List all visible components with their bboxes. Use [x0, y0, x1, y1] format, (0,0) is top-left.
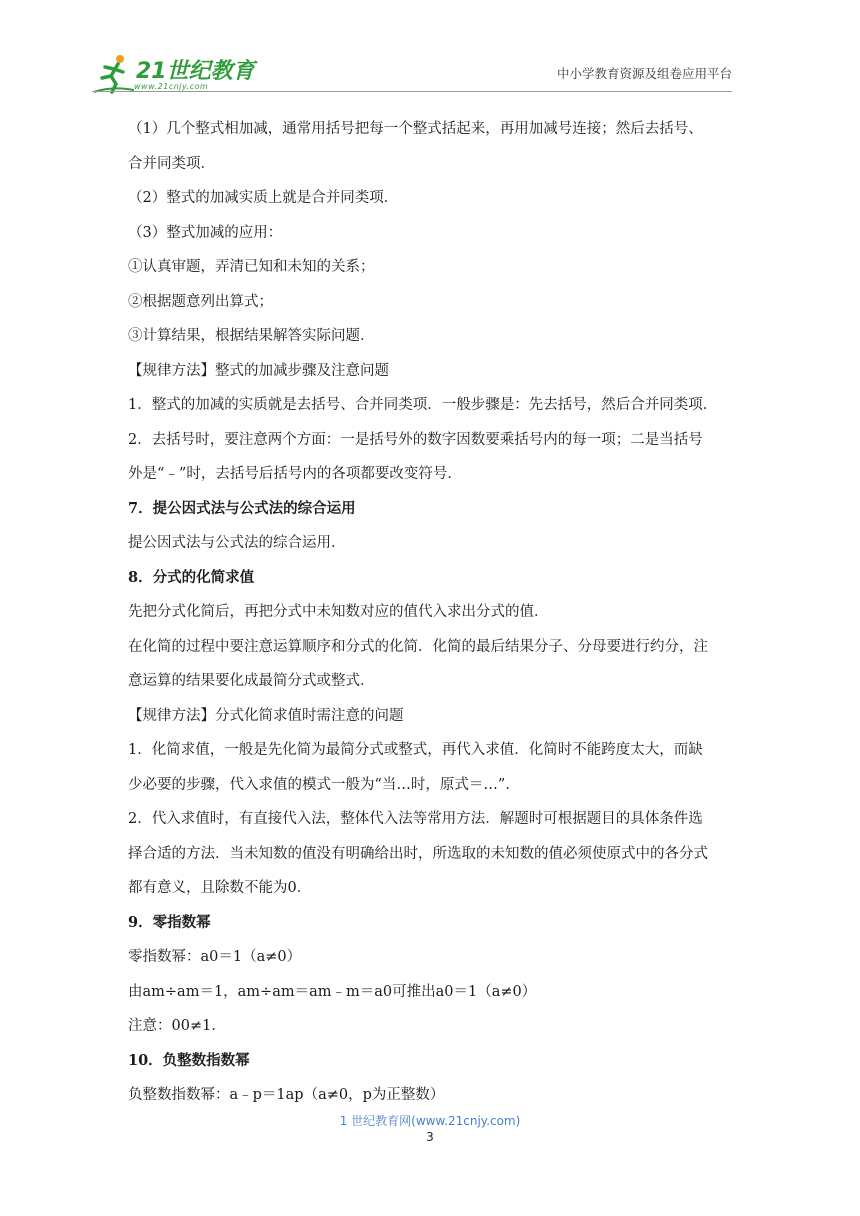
text-line: 意运算的结果要化成最简分式或整式．: [128, 673, 375, 689]
formula-line: 由am÷am＝1，am÷am＝am﹣m＝a0可推出a0＝1（a≠0）: [128, 983, 537, 1000]
section-heading: 9．零指数幂: [128, 913, 211, 931]
page-header: [0, 0, 860, 100]
formula-line: 零指数幂：a0＝1（a≠0）: [128, 949, 302, 965]
platform-title: 中小学教育资源及组卷应用平台: [556, 66, 732, 81]
document-body: [128, 112, 732, 1113]
formula-line: 负整数指数幂：a﹣p＝1ap（a≠0，p为正整数）: [128, 1087, 445, 1103]
logo-url-text: www.21cnjy.com: [134, 82, 209, 91]
text-line: 提公因式法与公式法的综合运用．: [128, 535, 346, 551]
text-line: 在化简的过程中要注意运算顺序和分式的化简．化简的最后结果分子、分母要进行约分，注: [128, 638, 708, 655]
text-line: ③计算结果，根据结果解答实际问题．: [128, 328, 375, 344]
text-line: （1）几个整式相加减，通常用括号把每一个整式括起来，再用加减号连接；然后去括号、: [128, 121, 703, 137]
text-line: ②根据题意列出算式；: [128, 293, 273, 310]
text-line: 外是“﹣”时，去括号后括号内的各项都要改变符号．: [128, 466, 462, 482]
section-heading: 7．提公因式法与公式法的综合运用: [128, 499, 356, 517]
text-line: （3）整式加减的应用：: [128, 224, 283, 241]
text-line: 1．整式的加减的实质就是去括号、合并同类项．一般步骤是：先去括号，然后合并同类项．: [128, 397, 718, 413]
page-number: 3: [426, 1130, 434, 1144]
logo-brand-text: 21世纪教育: [136, 59, 255, 84]
text-line: 都有意义，且除数不能为0．: [128, 880, 312, 896]
text-line: 1．化简求值，一般是先化简为最简分式或整式，再代入求值．化简时不能跨度太大，而缺: [128, 742, 703, 758]
section-heading: 8．分式的化简求值: [128, 568, 255, 586]
header-divider: [92, 91, 732, 92]
text-line: 2．代入求值时，有直接代入法，整体代入法等常用方法．解题时可根据题目的具体条件选: [128, 811, 703, 827]
text-line: 少必要的步骤，代入求值的模式一般为“当…时，原式＝…”．: [128, 776, 520, 793]
method-heading: 【规律方法】整式的加减步骤及注意问题: [128, 362, 389, 379]
text-line: 先把分式化简后，再把分式中未知数对应的值代入求出分式的值．: [128, 604, 549, 620]
text-line: ①认真审题，弄清已知和未知的关系；: [128, 259, 375, 275]
text-line: （2）整式的加减实质上就是合并同类项．: [128, 190, 399, 206]
method-heading: 【规律方法】分式化简求值时需注意的问题: [128, 707, 404, 724]
formula-line: 注意：00≠1．: [128, 1018, 226, 1034]
section-heading: 10．负整数指数幂: [128, 1051, 250, 1069]
runner-logo-icon: [92, 52, 136, 96]
text-line: 2．去括号时，要注意两个方面：一是括号外的数字因数要乘括号内的每一项；二是当括号: [128, 431, 703, 448]
text-line: 合并同类项．: [128, 155, 215, 172]
footer-site-link[interactable]: 1 世纪教育网(www.21cnjy.com): [339, 1114, 521, 1128]
text-line: 择合适的方法．当未知数的值没有明确给出时，所选取的未知数的值必须使原式中的各分式: [128, 845, 708, 862]
